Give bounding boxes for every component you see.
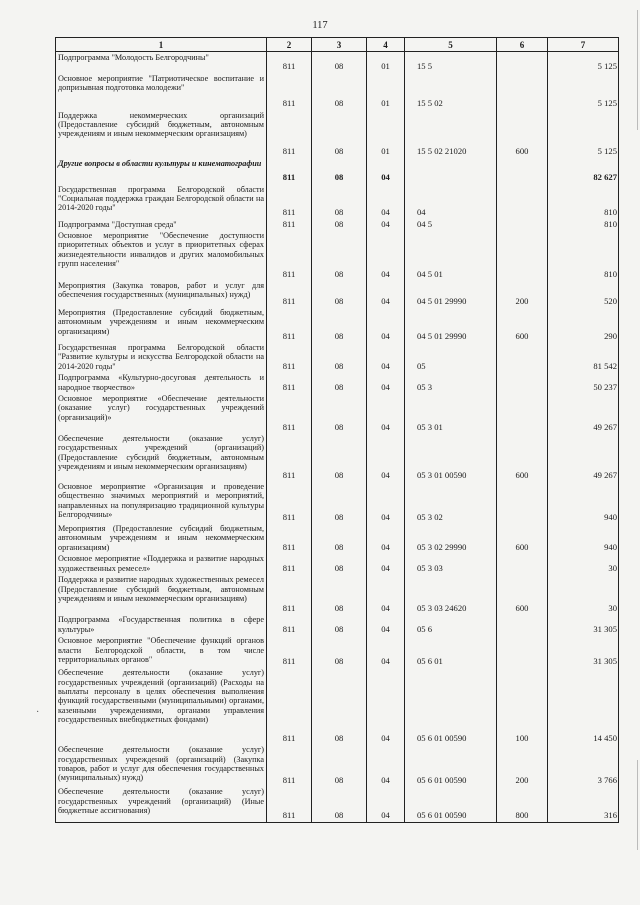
row-target-article: 05 3 01 bbox=[405, 393, 497, 433]
row-name: Основное мероприятие "Обеспечение доступности приоритетных объектов и услуг в приоритетных сферах жизнедеятельности инвалидов и других маломобильных групп населения" bbox=[56, 230, 267, 280]
row-ministry-code: 811 bbox=[267, 481, 312, 523]
row-target-article: 04 5 01 bbox=[405, 230, 497, 280]
row-section-code: 08 bbox=[312, 744, 367, 786]
header-row bbox=[56, 38, 619, 52]
row-amount: 290 bbox=[548, 307, 619, 342]
row-name: Государственная программа Белгородской области "Развитие культуры и искусства Белгородской области на 2014-2020 годы" bbox=[56, 342, 267, 372]
row-subsection-code: 04 bbox=[367, 553, 405, 574]
row-target-article: 05 6 bbox=[405, 614, 497, 635]
row-subsection-code: 04 bbox=[367, 307, 405, 342]
row-name: Основное мероприятие "Обеспечение функций органов власти Белгородской области, в том числе территориальных органов" bbox=[56, 635, 267, 667]
row-section-code: 08 bbox=[312, 342, 367, 372]
row-ministry-code: 811 bbox=[267, 158, 312, 184]
row-amount: 31 305 bbox=[548, 635, 619, 667]
row-ministry-code: 811 bbox=[267, 307, 312, 342]
row-section-code: 08 bbox=[312, 574, 367, 614]
row-amount: 81 542 bbox=[548, 342, 619, 372]
row-name: Мероприятия (Предоставление субсидий бюджетным, автономным учреждениям и иным некоммерческим организациям) bbox=[56, 523, 267, 553]
row-name: Подпрограмма "Доступная среда" bbox=[56, 219, 267, 230]
table-row bbox=[56, 158, 619, 184]
row-ministry-code: 811 bbox=[267, 184, 312, 219]
row-subsection-code: 04 bbox=[367, 433, 405, 481]
table-row bbox=[56, 73, 619, 110]
row-expense-type bbox=[497, 158, 548, 184]
row-amount: 940 bbox=[548, 481, 619, 523]
row-subsection-code: 04 bbox=[367, 481, 405, 523]
column-header-name: 1 bbox=[56, 38, 267, 52]
row-target-article: 05 6 01 00590 bbox=[405, 786, 497, 822]
column-header-amount: 7 bbox=[548, 38, 619, 52]
table-row bbox=[56, 635, 619, 667]
row-section-code: 08 bbox=[312, 393, 367, 433]
row-subsection-code: 01 bbox=[367, 110, 405, 158]
row-subsection-code: 04 bbox=[367, 372, 405, 393]
row-ministry-code: 811 bbox=[267, 667, 312, 744]
row-name: Обеспечение деятельности (оказание услуг) государственных учреждений (организаций) (Расходы на выплаты персоналу в целях обеспечения выполнения функций государственными (муниципальными) органами, казенными учреждениями, органами управления государственных внебюджетных фондами) bbox=[56, 667, 267, 744]
table-row bbox=[56, 614, 619, 635]
row-ministry-code: 811 bbox=[267, 73, 312, 110]
row-expense-type: 600 bbox=[497, 307, 548, 342]
row-ministry-code: 811 bbox=[267, 230, 312, 280]
row-target-article: 04 5 bbox=[405, 219, 497, 230]
row-name: Мероприятия (Предоставление субсидий бюджетным, автономным учреждениям и иным некоммерческим организациям) bbox=[56, 307, 267, 342]
table-row bbox=[56, 52, 619, 73]
table-row bbox=[56, 110, 619, 158]
row-section-code: 08 bbox=[312, 553, 367, 574]
row-expense-type bbox=[497, 184, 548, 219]
row-target-article: 15 5 02 21020 bbox=[405, 110, 497, 158]
row-amount: 3 766 bbox=[548, 744, 619, 786]
row-ministry-code: 811 bbox=[267, 219, 312, 230]
row-amount: 316 bbox=[548, 786, 619, 822]
row-ministry-code: 811 bbox=[267, 372, 312, 393]
row-target-article: 05 6 01 00590 bbox=[405, 667, 497, 744]
row-expense-type bbox=[497, 614, 548, 635]
row-target-article: 05 6 01 bbox=[405, 635, 497, 667]
row-expense-type bbox=[497, 52, 548, 73]
row-section-code: 08 bbox=[312, 635, 367, 667]
table-row bbox=[56, 786, 619, 822]
row-amount: 5 125 bbox=[548, 52, 619, 73]
table-row bbox=[56, 667, 619, 744]
row-section-code: 08 bbox=[312, 481, 367, 523]
row-expense-type bbox=[497, 393, 548, 433]
row-name: Мероприятия (Закупка товаров, работ и услуг для обеспечения государственных (муниципальных) нужд) bbox=[56, 280, 267, 307]
row-amount: 82 627 bbox=[548, 158, 619, 184]
row-target-article: 05 bbox=[405, 342, 497, 372]
row-amount: 5 125 bbox=[548, 110, 619, 158]
row-name: Обеспечение деятельности (оказание услуг) государственных учреждений (организаций) (Иные бюджетные ассигнования) bbox=[56, 786, 267, 822]
row-section-code: 08 bbox=[312, 280, 367, 307]
column-header-section: 3 bbox=[312, 38, 367, 52]
row-target-article: 05 3 bbox=[405, 372, 497, 393]
table-row bbox=[56, 574, 619, 614]
row-expense-type bbox=[497, 635, 548, 667]
row-name: Другие вопросы в области культуры и кинематографии bbox=[56, 158, 267, 184]
row-expense-type bbox=[497, 553, 548, 574]
row-ministry-code: 811 bbox=[267, 635, 312, 667]
scan-edge-line bbox=[637, 760, 638, 850]
row-subsection-code: 04 bbox=[367, 219, 405, 230]
row-section-code: 08 bbox=[312, 433, 367, 481]
row-section-code: 08 bbox=[312, 614, 367, 635]
row-subsection-code: 04 bbox=[367, 744, 405, 786]
row-expense-type bbox=[497, 481, 548, 523]
column-header-ministry: 2 bbox=[267, 38, 312, 52]
row-name: Поддержка и развитие народных художественных ремесел (Предоставление субсидий бюджетным, автономным учреждениям и иным некоммерческим организациям) bbox=[56, 574, 267, 614]
table-body bbox=[56, 52, 619, 823]
row-subsection-code: 04 bbox=[367, 667, 405, 744]
row-name: Государственная программа Белгородской области "Социальная поддержка граждан Белгородской области на 2014-2020 годы" bbox=[56, 184, 267, 219]
row-ministry-code: 811 bbox=[267, 280, 312, 307]
row-amount: 30 bbox=[548, 574, 619, 614]
row-amount: 50 237 bbox=[548, 372, 619, 393]
row-name: Основное мероприятие "Патриотическое воспитание и допризывная подготовка молодежи" bbox=[56, 73, 267, 110]
row-amount: 810 bbox=[548, 184, 619, 219]
table-row bbox=[56, 744, 619, 786]
row-subsection-code: 01 bbox=[367, 73, 405, 110]
row-name: Основное мероприятие «Организация и проведение общественно значимых мероприятий и мероприятий, направленных на популяризацию традиционной культуры Белгородчины» bbox=[56, 481, 267, 523]
row-name: Обеспечение деятельности (оказание услуг) государственных учреждений (организаций) (Предоставление субсидий бюджетным, автономным учреждениям и иным некоммерческим организациям) bbox=[56, 433, 267, 481]
row-target-article: 05 3 02 29990 bbox=[405, 523, 497, 553]
table-row bbox=[56, 307, 619, 342]
row-target-article bbox=[405, 158, 497, 184]
table-row bbox=[56, 280, 619, 307]
row-name: Подпрограмма «Культурно-досуговая деятельность и народное творчество» bbox=[56, 372, 267, 393]
row-subsection-code: 04 bbox=[367, 158, 405, 184]
table-row bbox=[56, 230, 619, 280]
row-ministry-code: 811 bbox=[267, 433, 312, 481]
row-ministry-code: 811 bbox=[267, 110, 312, 158]
row-amount: 810 bbox=[548, 230, 619, 280]
row-name: Обеспечение деятельности (оказание услуг) государственных учреждений (организаций) (Закупка товаров, работ и услуг для обеспечения государственных (муниципальных) нужд) bbox=[56, 744, 267, 786]
table-row bbox=[56, 433, 619, 481]
row-section-code: 08 bbox=[312, 219, 367, 230]
table-row bbox=[56, 523, 619, 553]
row-ministry-code: 811 bbox=[267, 523, 312, 553]
row-section-code: 08 bbox=[312, 73, 367, 110]
row-section-code: 08 bbox=[312, 307, 367, 342]
row-amount: 5 125 bbox=[548, 73, 619, 110]
budget-table bbox=[55, 37, 619, 823]
scan-edge-line bbox=[637, 10, 638, 130]
row-expense-type: 200 bbox=[497, 280, 548, 307]
row-amount: 14 450 bbox=[548, 667, 619, 744]
row-target-article: 15 5 bbox=[405, 52, 497, 73]
row-expense-type bbox=[497, 73, 548, 110]
row-ministry-code: 811 bbox=[267, 786, 312, 822]
row-amount: 31 305 bbox=[548, 614, 619, 635]
row-ministry-code: 811 bbox=[267, 614, 312, 635]
row-ministry-code: 811 bbox=[267, 553, 312, 574]
row-subsection-code: 04 bbox=[367, 786, 405, 822]
row-target-article: 15 5 02 bbox=[405, 73, 497, 110]
row-section-code: 08 bbox=[312, 110, 367, 158]
row-expense-type bbox=[497, 372, 548, 393]
row-expense-type: 600 bbox=[497, 433, 548, 481]
row-amount: 30 bbox=[548, 553, 619, 574]
row-section-code: 08 bbox=[312, 523, 367, 553]
table-row bbox=[56, 393, 619, 433]
row-section-code: 08 bbox=[312, 786, 367, 822]
row-ministry-code: 811 bbox=[267, 342, 312, 372]
table-row bbox=[56, 481, 619, 523]
row-section-code: 08 bbox=[312, 158, 367, 184]
row-section-code: 08 bbox=[312, 230, 367, 280]
row-section-code: 08 bbox=[312, 667, 367, 744]
row-ministry-code: 811 bbox=[267, 393, 312, 433]
row-expense-type bbox=[497, 219, 548, 230]
row-name: Основное мероприятие «Обеспечение деятельности (оказание услуг) государственных учреждений (организаций)» bbox=[56, 393, 267, 433]
table-row bbox=[56, 342, 619, 372]
table-row bbox=[56, 219, 619, 230]
row-subsection-code: 04 bbox=[367, 614, 405, 635]
table-row bbox=[56, 553, 619, 574]
row-target-article: 05 6 01 00590 bbox=[405, 744, 497, 786]
row-subsection-code: 04 bbox=[367, 635, 405, 667]
row-expense-type: 100 bbox=[497, 667, 548, 744]
row-target-article: 04 bbox=[405, 184, 497, 219]
row-expense-type: 800 bbox=[497, 786, 548, 822]
column-header-expense-type: 6 bbox=[497, 38, 548, 52]
row-section-code: 08 bbox=[312, 184, 367, 219]
row-expense-type bbox=[497, 342, 548, 372]
row-expense-type: 600 bbox=[497, 523, 548, 553]
row-subsection-code: 04 bbox=[367, 230, 405, 280]
row-target-article: 05 3 02 bbox=[405, 481, 497, 523]
table-row bbox=[56, 372, 619, 393]
row-ministry-code: 811 bbox=[267, 52, 312, 73]
row-target-article: 05 3 01 00590 bbox=[405, 433, 497, 481]
row-section-code: 08 bbox=[312, 52, 367, 73]
row-amount: 520 bbox=[548, 280, 619, 307]
column-header-subsection: 4 bbox=[367, 38, 405, 52]
row-name: Подпрограмма "Молодость Белгородчины" bbox=[56, 52, 267, 73]
row-subsection-code: 04 bbox=[367, 393, 405, 433]
row-subsection-code: 04 bbox=[367, 184, 405, 219]
table-row bbox=[56, 184, 619, 219]
row-expense-type: 600 bbox=[497, 110, 548, 158]
row-subsection-code: 04 bbox=[367, 280, 405, 307]
row-target-article: 04 5 01 29990 bbox=[405, 280, 497, 307]
row-target-article: 05 3 03 bbox=[405, 553, 497, 574]
row-ministry-code: 811 bbox=[267, 744, 312, 786]
row-subsection-code: 04 bbox=[367, 523, 405, 553]
margin-mark: · bbox=[36, 707, 40, 718]
row-amount: 49 267 bbox=[548, 433, 619, 481]
row-target-article: 04 5 01 29990 bbox=[405, 307, 497, 342]
row-ministry-code: 811 bbox=[267, 574, 312, 614]
row-amount: 810 bbox=[548, 219, 619, 230]
row-subsection-code: 01 bbox=[367, 52, 405, 73]
row-expense-type bbox=[497, 230, 548, 280]
row-name: Подпрограмма «Государственная политика в сфере культуры» bbox=[56, 614, 267, 635]
page-number: 117 bbox=[312, 20, 328, 31]
column-header-target-article: 5 bbox=[405, 38, 497, 52]
row-amount: 49 267 bbox=[548, 393, 619, 433]
row-amount: 940 bbox=[548, 523, 619, 553]
row-subsection-code: 04 bbox=[367, 574, 405, 614]
row-expense-type: 600 bbox=[497, 574, 548, 614]
row-subsection-code: 04 bbox=[367, 342, 405, 372]
row-expense-type: 200 bbox=[497, 744, 548, 786]
row-section-code: 08 bbox=[312, 372, 367, 393]
row-name: Поддержка некоммерческих организаций (Предоставление субсидий бюджетным, автономным учреждениям и иным некоммерческим организациям) bbox=[56, 110, 267, 158]
row-target-article: 05 3 03 24620 bbox=[405, 574, 497, 614]
row-name: Основное мероприятие «Поддержка и развитие народных художественных ремесел» bbox=[56, 553, 267, 574]
